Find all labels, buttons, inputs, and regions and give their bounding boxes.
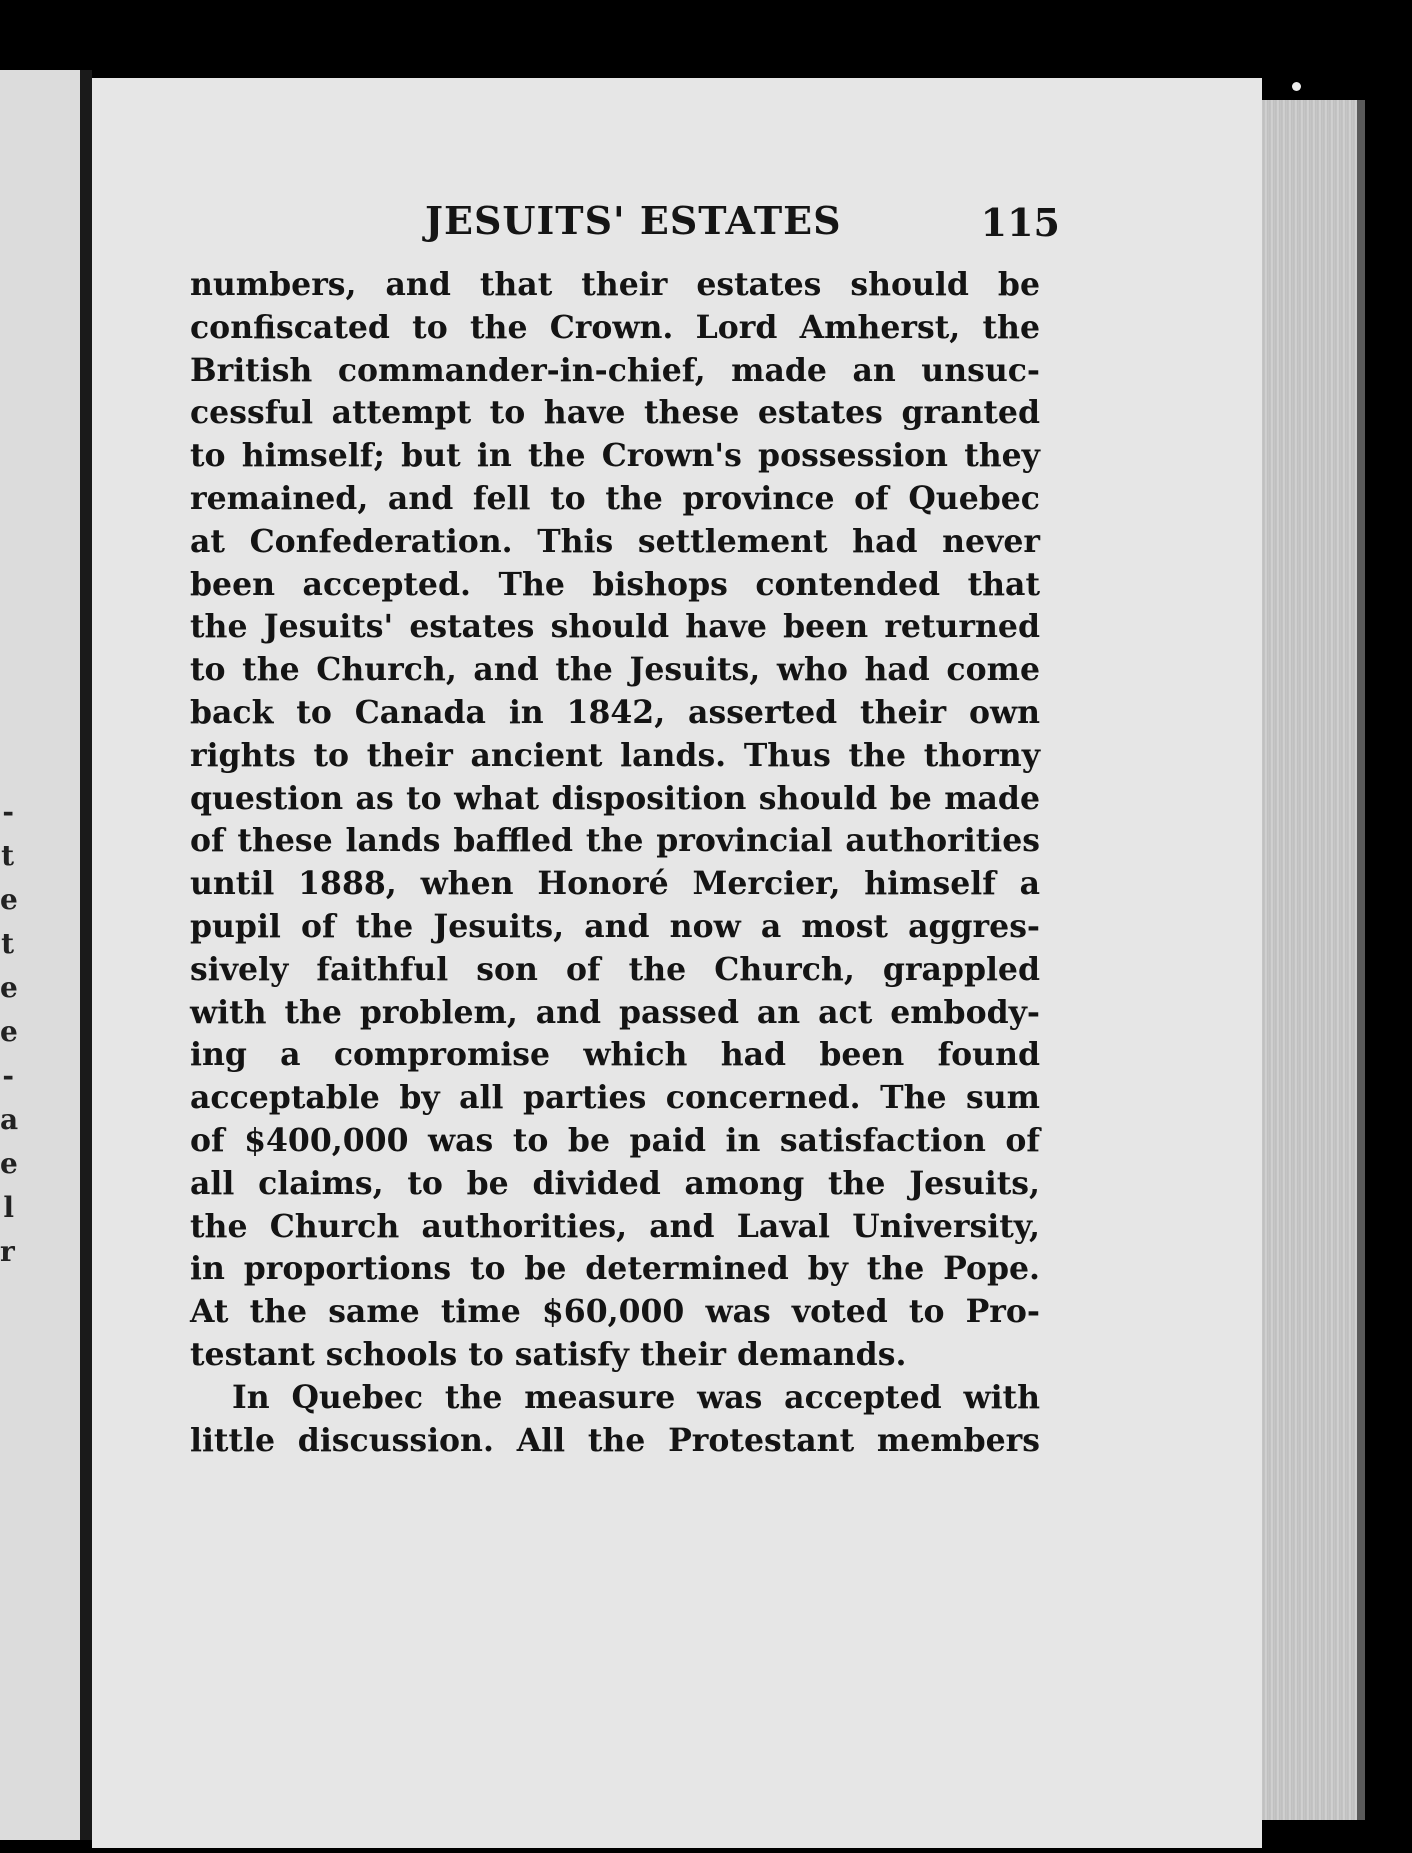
left-page-letter: t: [1, 927, 14, 960]
page-block-shadow: [1357, 100, 1365, 1820]
text-line: been accepted. The bishops contended that: [190, 565, 1040, 603]
text-line: to the Church, and the Jesuits, who had come: [190, 651, 1040, 689]
text-line: confiscated to the Crown. Lord Amherst, the: [190, 308, 1040, 346]
text-line: British commander-in-chief, made an unsuc-: [190, 351, 1040, 389]
left-page-letter: r: [0, 1235, 15, 1268]
left-page-line-endings: [0, 790, 19, 1274]
body-text: [190, 264, 1040, 1462]
left-page-letter: l: [3, 1191, 14, 1224]
left-page-letter: e: [0, 971, 18, 1004]
left-page-letter: e: [0, 1015, 18, 1048]
left-page-letter: e: [0, 1147, 18, 1180]
book-gutter: [80, 70, 92, 1840]
text-line: to himself; but in the Crown's possession they: [190, 437, 1040, 475]
left-page-letter: e: [0, 883, 18, 916]
text-line: back to Canada in 1842, asserted their own: [190, 693, 1040, 731]
page-number: 115: [980, 200, 1060, 245]
text-line: question as to what disposition should be made: [190, 779, 1040, 817]
text-line: sively faithful son of the Church, grappled: [190, 950, 1040, 988]
left-page-letter: -: [2, 1059, 14, 1092]
text-line: remained, and fell to the province of Quebec: [190, 479, 1040, 517]
text-line: testant schools to satisfy their demands.: [190, 1335, 907, 1373]
text-line: In Quebec the measure was accepted with: [232, 1378, 1040, 1416]
text-line: in proportions to be determined by the Pope.: [190, 1250, 1040, 1288]
left-page-letter: -: [2, 795, 14, 828]
text-line: cessful attempt to have these estates granted: [190, 394, 1040, 432]
text-line: of $400,000 was to be paid in satisfaction of: [190, 1121, 1040, 1159]
left-page-letter: t: [1, 839, 14, 872]
text-line: the Church authorities, and Laval University,: [190, 1207, 1040, 1245]
scan-artifact-dot: [1292, 82, 1301, 91]
page-header: [190, 198, 1060, 248]
text-line: all claims, to be divided among the Jesuits,: [190, 1164, 1040, 1202]
text-line: with the problem, and passed an act embody-: [190, 993, 1040, 1031]
page-block-edges: [1262, 100, 1357, 1820]
text-line: of these lands baffled the provincial authorities: [190, 822, 1040, 860]
text-line: acceptable by all parties concerned. The sum: [190, 1079, 1040, 1117]
text-line: At the same time $60,000 was voted to Pro-: [190, 1293, 1040, 1331]
text-line: rights to their ancient lands. Thus the thorny: [190, 736, 1040, 774]
left-page-letter: a: [0, 1103, 19, 1136]
running-head: JESUITS' ESTATES: [425, 198, 842, 243]
text-line: pupil of the Jesuits, and now a most aggres-: [190, 907, 1040, 945]
text-line: numbers, and that their estates should be: [190, 266, 1040, 303]
text-line: the Jesuits' estates should have been returned: [190, 608, 1040, 646]
text-line: at Confederation. This settlement had never: [190, 522, 1040, 560]
text-line: until 1888, when Honoré Mercier, himself a: [190, 865, 1040, 903]
text-line: ing a compromise which had been found: [190, 1036, 1040, 1074]
text-line: little discussion. All the Protestant members: [190, 1421, 1040, 1459]
